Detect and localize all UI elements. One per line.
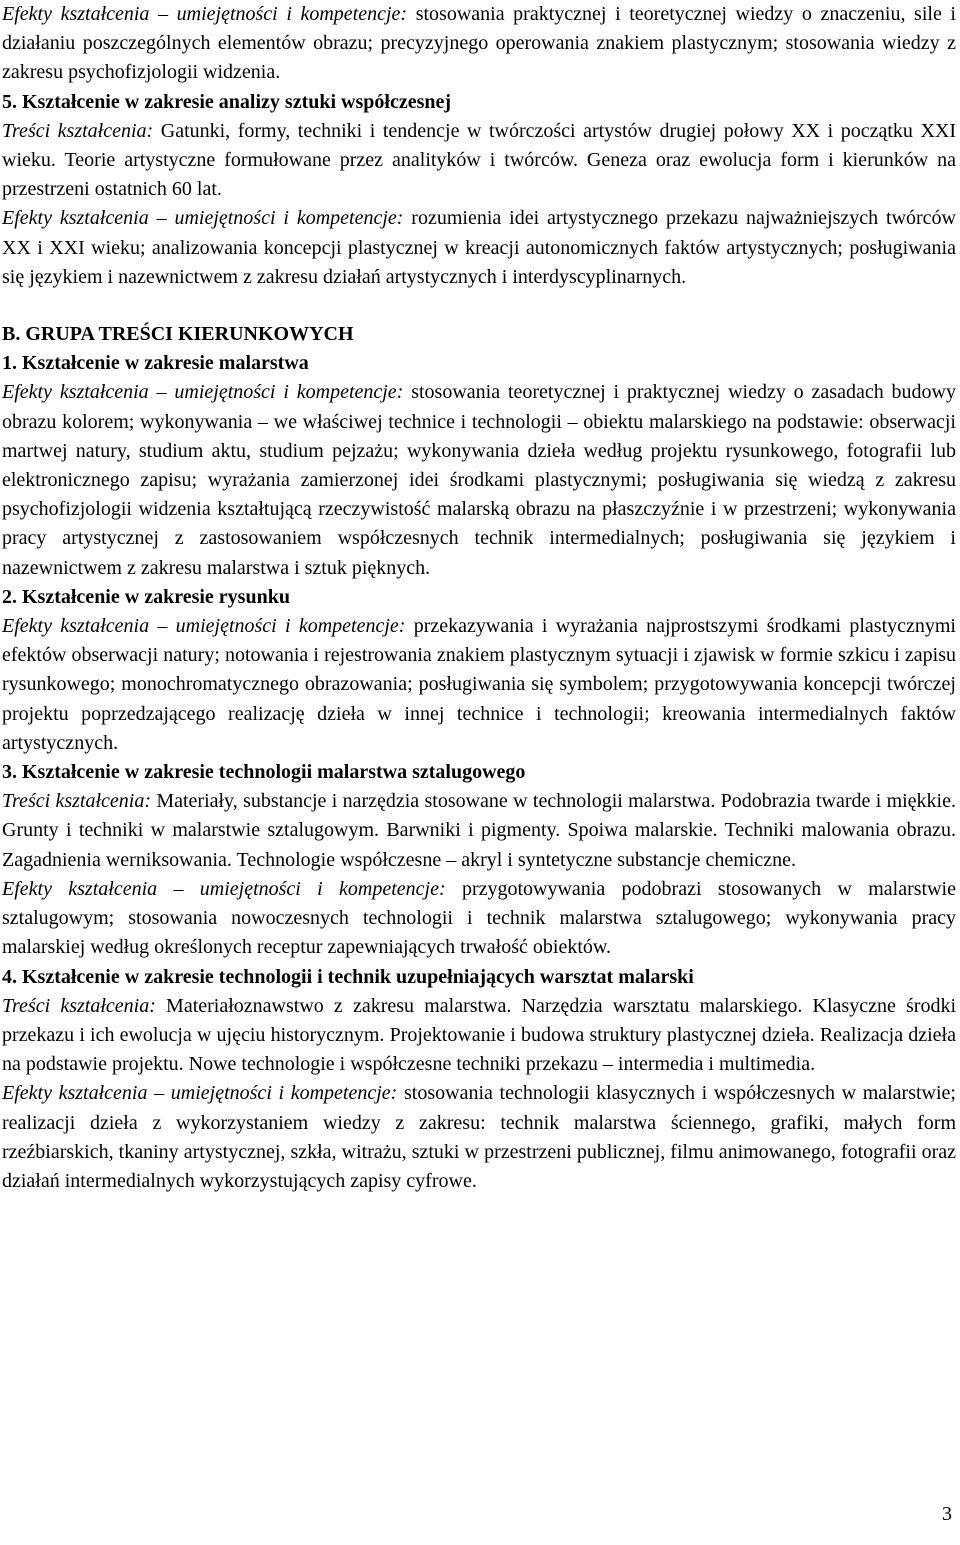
section-5-heading: 5. Kształcenie w zakresie analizy sztuki współczesnej bbox=[2, 90, 452, 113]
b2-heading: 2. Kształcenie w zakresie rysunku bbox=[2, 585, 290, 608]
b3-effects-paragraph bbox=[2, 875, 956, 963]
effects-label: Efekty kształcenia – umiejętności i kompetencje: bbox=[2, 1082, 398, 1105]
effects-text: przygotowywania podobrazi stosowanych w malarstwie sztalugowym; stosowania nowoczesnych technologii i technik malarstwa sztalugowego; wykonywania pracy malarskiej według określonych receptur zapewniających trwałość obiektów. bbox=[2, 877, 956, 959]
effects-label: Efekty kształcenia – umiejętności i kompetencje: bbox=[2, 207, 404, 230]
b4-content-paragraph bbox=[2, 992, 956, 1080]
content-label: Treści kształcenia: bbox=[2, 119, 154, 142]
intro-effects-paragraph bbox=[2, 0, 956, 88]
effects-text: stosowania teoretycznej i praktycznej wiedzy o zasadach budowy obrazu kolorem; wykonywania – we właściwej technice i technologii – obiektu malarskiego na podstawie: obserwacji martwej natury, studium aktu, studium pejzażu; wykonywania dzieła według projektu rysunkowego, fotografii lub elektronicznego zapisu; wyrażania zamierzonej idei środkami plastycznymi; posługiwania się wiedzą z zakresu psychofizjologii widzenia kształtującą rzeczywistość malarską obrazu na płaszczyźnie i w przestrzeni; wykonywania pracy artystycznej z zastosowaniem współczesnych technik intermedialnych; posługiwania się językiem i nazewnictwem z zakresu malarstwa i sztuk pięknych. bbox=[2, 381, 957, 579]
effects-text: stosowania praktycznej i teoretycznej wiedzy o znaczeniu, sile i działaniu poszczególnych elementów obrazu; precyzyjnego operowania znakiem plastycznym; stosowania wiedzy z zakresu psychofizjologii widzenia. bbox=[2, 3, 956, 84]
content-text: Materiałoznawstwo z zakresu malarstwa. Narzędzia warsztatu malarskiego. Klasyczne środki przekazu i ich ewolucja w ujęciu historycznym. Projektowanie i budowa struktury plastycznej dzieła. Realizacja dzieła na podstawie projektu. Nowe technologie i współczesne techniki przekazu – intermedia i multimedia. bbox=[2, 994, 956, 1076]
b3-heading: 3. Kształcenie w zakresie technologii malarstwa sztalugowego bbox=[2, 761, 526, 784]
content-label: Treści kształcenia: bbox=[2, 790, 151, 813]
page-number: 3 bbox=[942, 1503, 952, 1525]
document-page bbox=[2, 0, 956, 1196]
section-5-effects-paragraph bbox=[2, 204, 956, 292]
section-5-content-paragraph bbox=[2, 117, 956, 205]
effects-label: Efekty kształcenia – umiejętności i kompetencje: bbox=[2, 3, 408, 25]
b4-effects-paragraph bbox=[2, 1079, 956, 1196]
effects-text: rozumienia idei artystycznego przekazu najważniejszych twórców XX i XXI wieku; analizowania koncepcji plastycznej w kreacji autonomicznych faktów artystycznych; posługiwania się językiem i nazewnictwem z zakresu działań artystycznych i interdyscyplinarnych. bbox=[2, 207, 956, 288]
b1-effects-paragraph bbox=[2, 378, 956, 582]
effects-text: przekazywania i wyrażania najprostszymi środkami plastycznymi efektów obserwacji natury; notowania i rejestrowania znakiem plastycznym sytuacji i zjawisk w formie szkicu i zapisu rysunkowego; monochromatycznego obrazowania; posługiwania się symbolem; przygotowywania koncepcji twórczej projektu poprzedzającego realizację dzieła w innej technice i technologii; kreowania intermedialnych faktów artystycznych. bbox=[2, 615, 956, 754]
content-text: Gatunki, formy, techniki i tendencje w twórczości artystów drugiej połowy XX i początku XXI wieku. Teorie artystyczne formułowane przez analityków i twórców. Geneza oraz ewolucja form i kierunków na przestrzeni ostatnich 60 lat. bbox=[2, 119, 956, 201]
group-b-heading: B. GRUPA TREŚCI KIERUNKOWYCH bbox=[2, 323, 354, 346]
b3-content-paragraph bbox=[2, 787, 956, 875]
effects-label: Efekty kształcenia – umiejętności i kompetencje: bbox=[2, 381, 404, 404]
b1-heading: 1. Kształcenie w zakresie malarstwa bbox=[2, 352, 309, 375]
effects-label: Efekty kształcenia – umiejętności i kompetencje: bbox=[2, 615, 406, 638]
content-label: Treści kształcenia: bbox=[2, 994, 156, 1017]
b2-effects-paragraph bbox=[2, 612, 956, 758]
b4-heading: 4. Kształcenie w zakresie technologii i technik uzupełniających warsztat malarski bbox=[2, 965, 694, 988]
effects-text: stosowania technologii klasycznych i współczesnych w malarstwie; realizacji dzieła z wykorzystaniem wiedzy z zakresu: technik malarstwa ściennego, grafiki, małych form rzeźbiarskich, tkaniny artystycznej, szkła, witrażu, sztuki w przestrzeni publicznej, filmu animowanego, fotografii oraz działań intermedialnych wykorzystujących zapisy cyfrowe. bbox=[2, 1082, 956, 1192]
effects-label: Efekty kształcenia – umiejętności i kompetencje: bbox=[2, 877, 446, 900]
content-text: Materiały, substancje i narzędzia stosowane w technologii malarstwa. Podobrazia twarde i miękkie. Grunty i techniki w malarstwie sztalugowym. Barwniki i pigmenty. Spoiwa malarskie. Techniki malowania obrazu. Zagadnienia werniksowania. Technologie współczesne – akryl i syntetyczne substancje chemiczne. bbox=[2, 790, 956, 871]
